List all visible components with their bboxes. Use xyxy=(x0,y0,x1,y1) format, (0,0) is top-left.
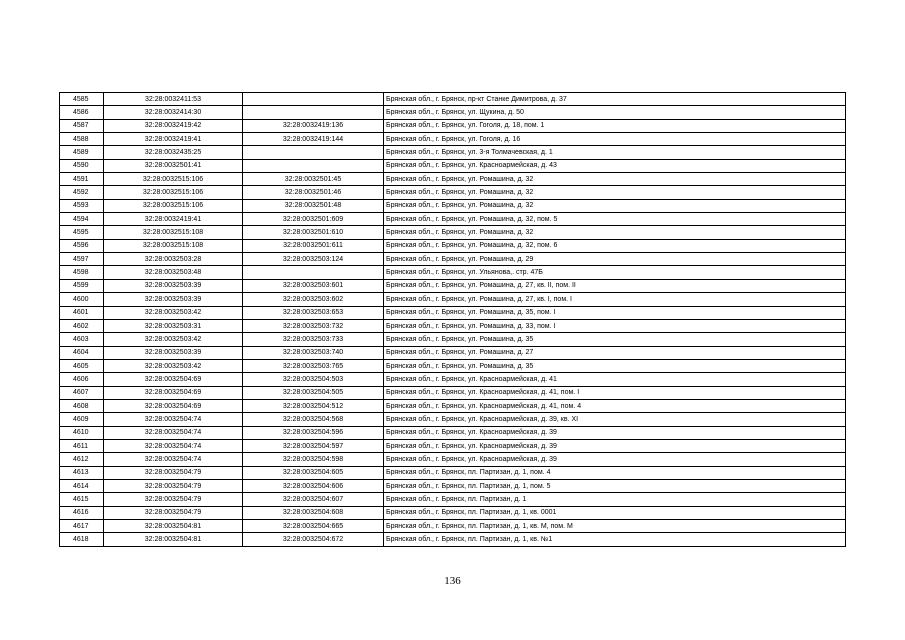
row-number-cell: 4585 xyxy=(60,93,104,106)
table-row xyxy=(60,399,846,412)
row-number-cell: 4589 xyxy=(60,146,104,159)
room-cadastral-number-cell: 32:28:0032504:505 xyxy=(243,386,384,399)
row-number-cell: 4608 xyxy=(60,399,104,412)
row-number-cell: 4617 xyxy=(60,520,104,533)
address-cell: Брянская обл., г. Брянск, ул. Ромашина, д. 27, кв. I, пом. I xyxy=(384,293,846,306)
row-number-cell: 4600 xyxy=(60,293,104,306)
row-number-cell: 4614 xyxy=(60,479,104,492)
table-row xyxy=(60,266,846,279)
cadastral-number-cell: 32:28:0032501:41 xyxy=(104,159,243,172)
cadastral-number-cell: 32:28:0032411:53 xyxy=(104,93,243,106)
room-cadastral-number-cell: 32:28:0032503:740 xyxy=(243,346,384,359)
table-row xyxy=(60,186,846,199)
row-number-cell: 4607 xyxy=(60,386,104,399)
cadastral-number-cell: 32:28:0032504:69 xyxy=(104,386,243,399)
cadastral-number-cell: 32:28:0032503:42 xyxy=(104,359,243,372)
cadastral-number-cell: 32:28:0032503:42 xyxy=(104,333,243,346)
table-row xyxy=(60,386,846,399)
cadastral-number-cell: 32:28:0032503:28 xyxy=(104,253,243,266)
table-row xyxy=(60,346,846,359)
row-number-cell: 4611 xyxy=(60,439,104,452)
table-row xyxy=(60,453,846,466)
cadastral-number-cell: 32:28:0032503:39 xyxy=(104,293,243,306)
address-cell: Брянская обл., г. Брянск, ул. Красноармейская, д. 43 xyxy=(384,159,846,172)
table-row xyxy=(60,106,846,119)
room-cadastral-number-cell: 32:28:0032501:611 xyxy=(243,239,384,252)
room-cadastral-number-cell: 32:28:0032503:733 xyxy=(243,333,384,346)
table-row xyxy=(60,439,846,452)
cadastral-number-cell: 32:28:0032515:106 xyxy=(104,173,243,186)
room-cadastral-number-cell: 32:28:0032504:597 xyxy=(243,439,384,452)
cadastral-number-cell: 32:28:0032515:106 xyxy=(104,199,243,212)
address-cell: Брянская обл., г. Брянск, ул. Ромашина, д. 35 xyxy=(384,333,846,346)
row-number-cell: 4602 xyxy=(60,319,104,332)
table-row xyxy=(60,133,846,146)
address-cell: Брянская обл., г. Брянск, ул. Красноармейская, д. 41 xyxy=(384,373,846,386)
address-cell: Брянская обл., г. Брянск, ул. Красноармейская, д. 41, пом. I xyxy=(384,386,846,399)
row-number-cell: 4598 xyxy=(60,266,104,279)
room-cadastral-number-cell xyxy=(243,159,384,172)
row-number-cell: 4586 xyxy=(60,106,104,119)
table-row xyxy=(60,359,846,372)
address-cell: Брянская обл., г. Брянск, пл. Партизан, д. 1, кв. №1 xyxy=(384,533,846,546)
table-row xyxy=(60,493,846,506)
address-cell: Брянская обл., г. Брянск, пл. Партизан, д. 1, пом. 4 xyxy=(384,466,846,479)
address-cell: Брянская обл., г. Брянск, ул. Красноармейская, д. 39 xyxy=(384,426,846,439)
table-row xyxy=(60,199,846,212)
row-number-cell: 4593 xyxy=(60,199,104,212)
room-cadastral-number-cell: 32:28:0032503:732 xyxy=(243,319,384,332)
cadastral-number-cell: 32:28:0032419:42 xyxy=(104,119,243,132)
row-number-cell: 4590 xyxy=(60,159,104,172)
room-cadastral-number-cell: 32:28:0032504:512 xyxy=(243,399,384,412)
table-row xyxy=(60,239,846,252)
address-cell: Брянская обл., г. Брянск, ул. Ромашина, д. 35, пом. I xyxy=(384,306,846,319)
table-row xyxy=(60,479,846,492)
address-cell: Брянская обл., г. Брянск, пл. Партизан, д. 1, кв. 0001 xyxy=(384,506,846,519)
address-cell: Брянская обл., г. Брянск, ул. Ромашина, д. 32, пом. 6 xyxy=(384,239,846,252)
address-cell: Брянская обл., г. Брянск, ул. Ромашина, д. 29 xyxy=(384,253,846,266)
room-cadastral-number-cell: 32:28:0032504:606 xyxy=(243,479,384,492)
cadastral-number-cell: 32:28:0032504:79 xyxy=(104,479,243,492)
table-row xyxy=(60,373,846,386)
table-row xyxy=(60,293,846,306)
row-number-cell: 4592 xyxy=(60,186,104,199)
row-number-cell: 4588 xyxy=(60,133,104,146)
address-cell: Брянская обл., г. Брянск, ул. Ромашина, д. 27 xyxy=(384,346,846,359)
address-cell: Брянская обл., г. Брянск, ул. Ромашина, д. 32, пом. 5 xyxy=(384,213,846,226)
table-row xyxy=(60,279,846,292)
room-cadastral-number-cell: 32:28:0032504:607 xyxy=(243,493,384,506)
room-cadastral-number-cell: 32:28:0032501:609 xyxy=(243,213,384,226)
room-cadastral-number-cell: 32:28:0032501:610 xyxy=(243,226,384,239)
address-cell: Брянская обл., г. Брянск, ул. Ромашина, д. 32 xyxy=(384,226,846,239)
cadastral-number-cell: 32:28:0032504:74 xyxy=(104,426,243,439)
row-number-cell: 4606 xyxy=(60,373,104,386)
table-row xyxy=(60,159,846,172)
address-cell: Брянская обл., г. Брянск, ул. 3-я Толмачевская, д. 1 xyxy=(384,146,846,159)
table-row xyxy=(60,146,846,159)
cadastral-number-cell: 32:28:0032504:81 xyxy=(104,533,243,546)
cadastral-number-cell: 32:28:0032504:79 xyxy=(104,493,243,506)
room-cadastral-number-cell: 32:28:0032504:665 xyxy=(243,520,384,533)
table-row xyxy=(60,466,846,479)
room-cadastral-number-cell: 32:28:0032501:48 xyxy=(243,199,384,212)
table-row xyxy=(60,426,846,439)
room-cadastral-number-cell: 32:28:0032504:568 xyxy=(243,413,384,426)
address-cell: Брянская обл., г. Брянск, пл. Партизан, д. 1 xyxy=(384,493,846,506)
room-cadastral-number-cell: 32:28:0032501:45 xyxy=(243,173,384,186)
table-row xyxy=(60,119,846,132)
cadastral-number-cell: 32:28:0032503:48 xyxy=(104,266,243,279)
row-number-cell: 4604 xyxy=(60,346,104,359)
cadastral-number-cell: 32:28:0032419:41 xyxy=(104,213,243,226)
room-cadastral-number-cell xyxy=(243,146,384,159)
address-cell: Брянская обл., г. Брянск, ул. Красноармейская, д. 39, кв. XI xyxy=(384,413,846,426)
table-row xyxy=(60,520,846,533)
address-cell: Брянская обл., г. Брянск, пл. Партизан, д. 1, пом. 5 xyxy=(384,479,846,492)
cadastral-number-cell: 32:28:0032504:74 xyxy=(104,413,243,426)
cadastral-number-cell: 32:28:0032504:69 xyxy=(104,373,243,386)
row-number-cell: 4601 xyxy=(60,306,104,319)
row-number-cell: 4595 xyxy=(60,226,104,239)
room-cadastral-number-cell: 32:28:0032503:653 xyxy=(243,306,384,319)
address-cell: Брянская обл., г. Брянск, ул. Ромашина, д. 35 xyxy=(384,359,846,372)
registry-table xyxy=(59,92,846,547)
room-cadastral-number-cell: 32:28:0032504:605 xyxy=(243,466,384,479)
cadastral-number-cell: 32:28:0032504:79 xyxy=(104,506,243,519)
table-row xyxy=(60,213,846,226)
cadastral-number-cell: 32:28:0032504:79 xyxy=(104,466,243,479)
cadastral-number-cell: 32:28:0032515:108 xyxy=(104,239,243,252)
row-number-cell: 4597 xyxy=(60,253,104,266)
cadastral-number-cell: 32:28:0032503:39 xyxy=(104,346,243,359)
row-number-cell: 4613 xyxy=(60,466,104,479)
table-row xyxy=(60,173,846,186)
room-cadastral-number-cell xyxy=(243,266,384,279)
row-number-cell: 4596 xyxy=(60,239,104,252)
table-row xyxy=(60,306,846,319)
cadastral-number-cell: 32:28:0032515:108 xyxy=(104,226,243,239)
address-cell: Брянская обл., г. Брянск, ул. Красноармейская, д. 39 xyxy=(384,439,846,452)
row-number-cell: 4609 xyxy=(60,413,104,426)
row-number-cell: 4594 xyxy=(60,213,104,226)
cadastral-number-cell: 32:28:0032414:30 xyxy=(104,106,243,119)
address-cell: Брянская обл., г. Брянск, ул. Ромашина, д. 32 xyxy=(384,199,846,212)
room-cadastral-number-cell: 32:28:0032504:503 xyxy=(243,373,384,386)
address-cell: Брянская обл., г. Брянск, пр-кт Станке Димитрова, д. 37 xyxy=(384,93,846,106)
row-number-cell: 4605 xyxy=(60,359,104,372)
registry-table-body xyxy=(60,93,846,547)
cadastral-number-cell: 32:28:0032504:74 xyxy=(104,453,243,466)
row-number-cell: 4610 xyxy=(60,426,104,439)
room-cadastral-number-cell: 32:28:0032504:672 xyxy=(243,533,384,546)
room-cadastral-number-cell xyxy=(243,106,384,119)
room-cadastral-number-cell: 32:28:0032501:46 xyxy=(243,186,384,199)
room-cadastral-number-cell: 32:28:0032503:602 xyxy=(243,293,384,306)
row-number-cell: 4599 xyxy=(60,279,104,292)
address-cell: Брянская обл., г. Брянск, ул. Красноармейская, д. 39 xyxy=(384,453,846,466)
cadastral-number-cell: 32:28:0032503:31 xyxy=(104,319,243,332)
cadastral-number-cell: 32:28:0032515:106 xyxy=(104,186,243,199)
row-number-cell: 4612 xyxy=(60,453,104,466)
address-cell: Брянская обл., г. Брянск, ул. Гоголя, д. 16 xyxy=(384,133,846,146)
room-cadastral-number-cell: 32:28:0032503:601 xyxy=(243,279,384,292)
row-number-cell: 4616 xyxy=(60,506,104,519)
address-cell: Брянская обл., г. Брянск, пл. Партизан, д. 1, кв. М, пом. М xyxy=(384,520,846,533)
address-cell: Брянская обл., г. Брянск, ул. Ромашина, д. 32 xyxy=(384,173,846,186)
room-cadastral-number-cell: 32:28:0032503:765 xyxy=(243,359,384,372)
table-row xyxy=(60,226,846,239)
address-cell: Брянская обл., г. Брянск, ул. Ульянова,. стр. 47Б xyxy=(384,266,846,279)
table-row xyxy=(60,506,846,519)
cadastral-number-cell: 32:28:0032504:74 xyxy=(104,439,243,452)
page-number: 136 xyxy=(444,575,461,587)
table-row xyxy=(60,333,846,346)
cadastral-number-cell: 32:28:0032503:42 xyxy=(104,306,243,319)
cadastral-number-cell: 32:28:0032504:69 xyxy=(104,399,243,412)
address-cell: Брянская обл., г. Брянск, ул. Щукина, д. 50 xyxy=(384,106,846,119)
room-cadastral-number-cell: 32:28:0032504:596 xyxy=(243,426,384,439)
address-cell: Брянская обл., г. Брянск, ул. Ромашина, д. 27, кв. II, пом. II xyxy=(384,279,846,292)
row-number-cell: 4618 xyxy=(60,533,104,546)
address-cell: Брянская обл., г. Брянск, ул. Гоголя, д. 18, пом. 1 xyxy=(384,119,846,132)
table-row xyxy=(60,253,846,266)
cadastral-number-cell: 32:28:0032419:41 xyxy=(104,133,243,146)
room-cadastral-number-cell: 32:28:0032419:144 xyxy=(243,133,384,146)
cadastral-number-cell: 32:28:0032504:81 xyxy=(104,520,243,533)
row-number-cell: 4591 xyxy=(60,173,104,186)
room-cadastral-number-cell: 32:28:0032419:136 xyxy=(243,119,384,132)
table-row xyxy=(60,319,846,332)
room-cadastral-number-cell: 32:28:0032503:124 xyxy=(243,253,384,266)
table-row xyxy=(60,533,846,546)
address-cell: Брянская обл., г. Брянск, ул. Красноармейская, д. 41, пом. 4 xyxy=(384,399,846,412)
row-number-cell: 4615 xyxy=(60,493,104,506)
address-cell: Брянская обл., г. Брянск, ул. Ромашина, д. 32 xyxy=(384,186,846,199)
table-row xyxy=(60,93,846,106)
row-number-cell: 4587 xyxy=(60,119,104,132)
room-cadastral-number-cell: 32:28:0032504:608 xyxy=(243,506,384,519)
room-cadastral-number-cell xyxy=(243,93,384,106)
cadastral-number-cell: 32:28:0032435:25 xyxy=(104,146,243,159)
room-cadastral-number-cell: 32:28:0032504:598 xyxy=(243,453,384,466)
table-row xyxy=(60,413,846,426)
cadastral-number-cell: 32:28:0032503:39 xyxy=(104,279,243,292)
address-cell: Брянская обл., г. Брянск, ул. Ромашина, д. 33, пом. I xyxy=(384,319,846,332)
row-number-cell: 4603 xyxy=(60,333,104,346)
